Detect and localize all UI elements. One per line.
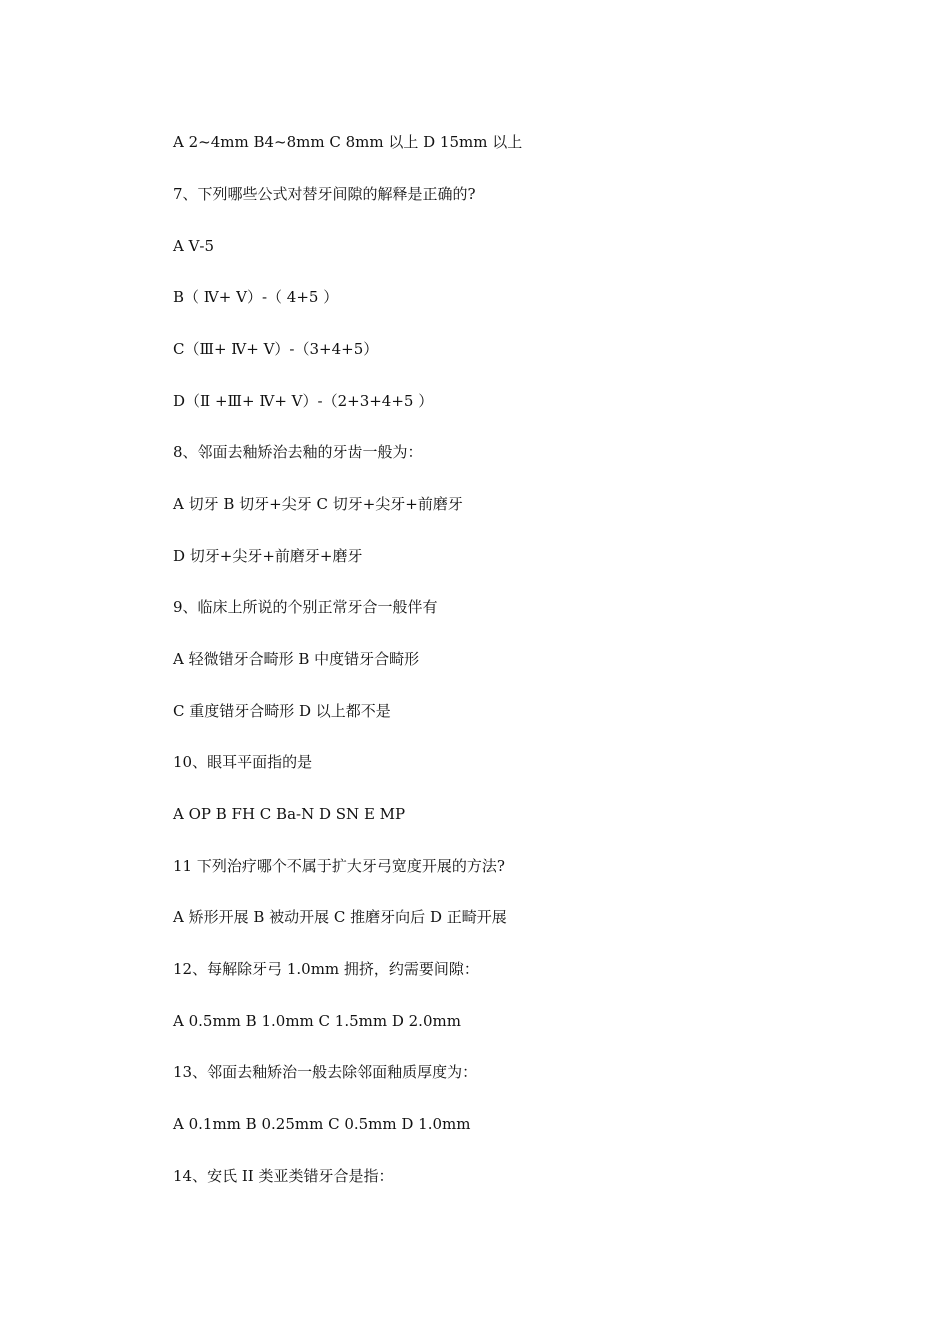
option-7c: C（Ⅲ+ Ⅳ+ Ⅴ）-（3+4+5） <box>173 340 379 358</box>
question-11: 11 下列治疗哪个不属于扩大牙弓宽度开展的方法? <box>173 857 505 875</box>
option-11: A 矫形开展 B 被动开展 C 推磨牙向后 D 正畸开展 <box>173 908 507 926</box>
option-12: A 0.5mm B 1.0mm C 1.5mm D 2.0mm <box>173 1012 461 1030</box>
option-9ab: A 轻微错牙合畸形 B 中度错牙合畸形 <box>173 650 420 668</box>
question-9: 9、临床上所说的个别正常牙合一般伴有 <box>173 598 438 616</box>
option-13: A 0.1mm B 0.25mm C 0.5mm D 1.0mm <box>173 1115 471 1133</box>
question-10: 10、眼耳平面指的是 <box>173 753 313 771</box>
option-8abc: A 切牙 B 切牙+尖牙 C 切牙+尖牙+前磨牙 <box>173 495 463 513</box>
option-9cd: C 重度错牙合畸形 D 以上都不是 <box>173 702 391 720</box>
question-14: 14、安氏 II 类亚类错牙合是指： <box>173 1167 394 1185</box>
question-13: 13、邻面去釉矫治一般去除邻面釉质厚度为： <box>173 1063 478 1081</box>
option-7d: D（Ⅱ +Ⅲ+ Ⅳ+ Ⅴ）-（2+3+4+5 ） <box>173 392 434 410</box>
question-8: 8、邻面去釉矫治去釉的牙齿一般为： <box>173 443 423 461</box>
question-7: 7、下列哪些公式对替牙间隙的解释是正确的? <box>173 185 476 203</box>
option-7a: A Ⅴ-5 <box>173 237 215 255</box>
option-7b: B（ Ⅳ+ Ⅴ）-（ 4+5 ） <box>173 288 339 306</box>
option-10: A OP B FH C Ba-N D SN E MP <box>173 805 406 823</box>
question-12: 12、每解除牙弓 1.0mm 拥挤，约需要间隙： <box>173 960 479 978</box>
option-line-6: A 2~4mm B4~8mm C 8mm 以上 D 15mm 以上 <box>173 133 523 151</box>
option-8d: D 切牙+尖牙+前磨牙+磨牙 <box>173 547 363 565</box>
